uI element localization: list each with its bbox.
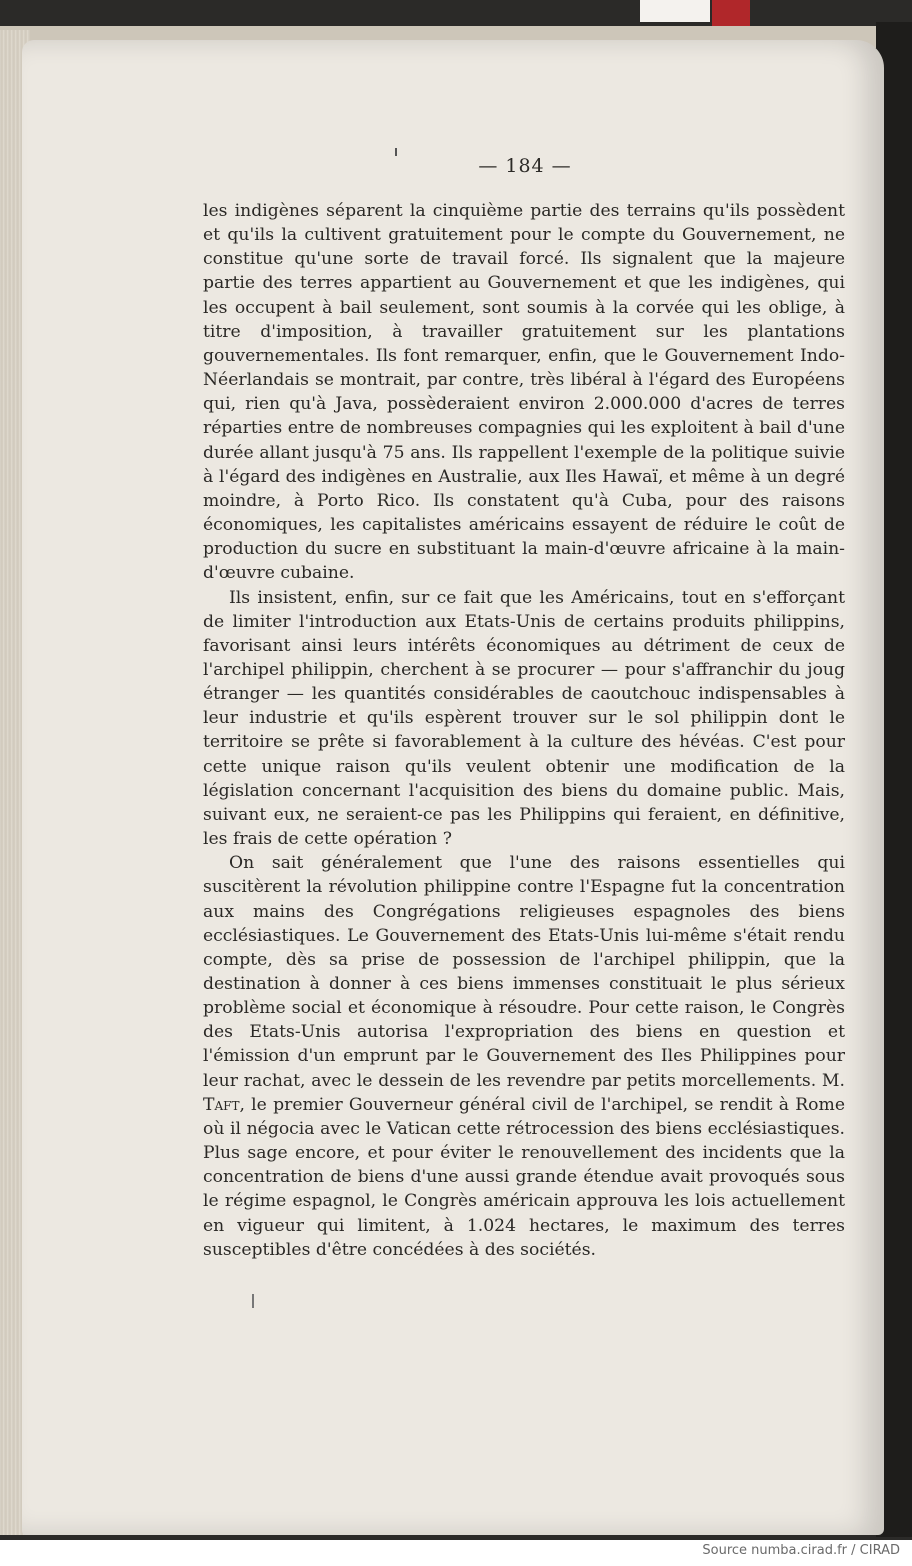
paragraph-1: les indigènes séparent la cinquième partie des terrains qu'ils possèdent et qu'ils la cultivent gratuitement pour le compte du Gouvernement, ne constitue qu'une sorte de travail forcé. Ils signalent que la majeure partie des terres appartient au Gouvernement et que les indigènes, qui les occupent à bail seulement, sont soumis à la corvée qui les oblige, à titre d'imposition, à travailler gratuitement sur les plantations gouvernementales. Ils font remarquer, enfin, que le Gouvernement Indo-Néerlandais se montrait, par contre, très libéral à l'égard des Européens qui, rien qu'à Java, possèderaient environ 2.000.000 d'acres de terres réparties entre de nombreuses compagnies qui les exploitent à bail d'une durée allant jusqu'à 75 ans. Ils rappellent l'exemple de la politique suivie à l'égard des indigènes en Australie, aux Iles Hawaï, et même à un degré moindre, à Porto Rico. Ils constatent qu'à Cuba, pour des raisons économiques, les capitalistes américains essayent de réduire le coût de production du sucre en substituant la main-d'œuvre africaine à la main-d'œuvre cubaine.	[203, 201, 845, 584]
paragraph-3	[203, 851, 845, 1262]
ink-speck-lower	[252, 1294, 254, 1308]
paragraph-3-part-1: On sait généralement que l'une des raisons essentielles qui suscitèrent la révolution philippine contre l'Espagne fut la concentration aux mains des Congrégations religieuses espagnoles des biens ecclésiastiques. Le Gouvernement des Etats-Unis lui-même s'était rendu compte, dès sa prise de possession de l'archipel philippin, que la destination à donner à ces biens immenses constituait le plus sérieux problème social et économique à résoudre. Pour cette raison, le Congrès des Etats-Unis autorisa l'expropriation des biens en question et l'émission d'un emprunt par le Gouvernement des Iles Philippines pour leur rachat, avec le dessein de les revendre par petits morcellements. M.	[203, 853, 845, 1091]
paragraph-2: Ils insistent, enfin, sur ce fait que les Américains, tout en s'efforçant de limiter l'introduction aux Etats-Unis de certains produits philippins, favorisant ainsi leurs intérêts économiques au détriment de ceux de l'archipel philippin, cherchent à se procurer — pour s'affranchir du joug étranger — les quantités considérables de caoutchouc indispensables à leur industrie et qu'ils espèrent trouver sur le sol philippin dont le territoire se prête si favorablement à la culture des hévéas. C'est pour cette unique raison qu'ils veulent obtenir une modification de la législation concernant l'acquisition des biens du domaine public. Mais, suivant eux, ne seraient-ce pas les Philippins qui feraient, en définitive, les frais de cette opération ?	[203, 587, 845, 850]
ink-speck	[395, 148, 397, 156]
person-name-taft: Taft	[203, 1094, 240, 1115]
page-number: — 184 —	[478, 155, 572, 177]
source-attribution: Source numba.cirad.fr / CIRAD	[702, 1543, 900, 1558]
bookmark-white-tab	[640, 0, 710, 22]
page-body	[203, 199, 845, 1262]
footer-bar	[0, 1540, 912, 1566]
paragraph-3-part-2: , le premier Gouverneur général civil de l'archipel, se rendit à Rome où il négocia avec le Vatican cette rétrocession des biens ecclésiastiques. Plus sage encore, et pour éviter le renouvellement des incidents que la concentration de biens d'une aussi grande étendue avait provoqués sous le régime espagnol, le Congrès américain approuva les lois actuellement en vigueur qui limitent, à 1.024 hectares, le maximum des terres susceptibles d'être concédées à des sociétés.	[203, 1094, 845, 1260]
